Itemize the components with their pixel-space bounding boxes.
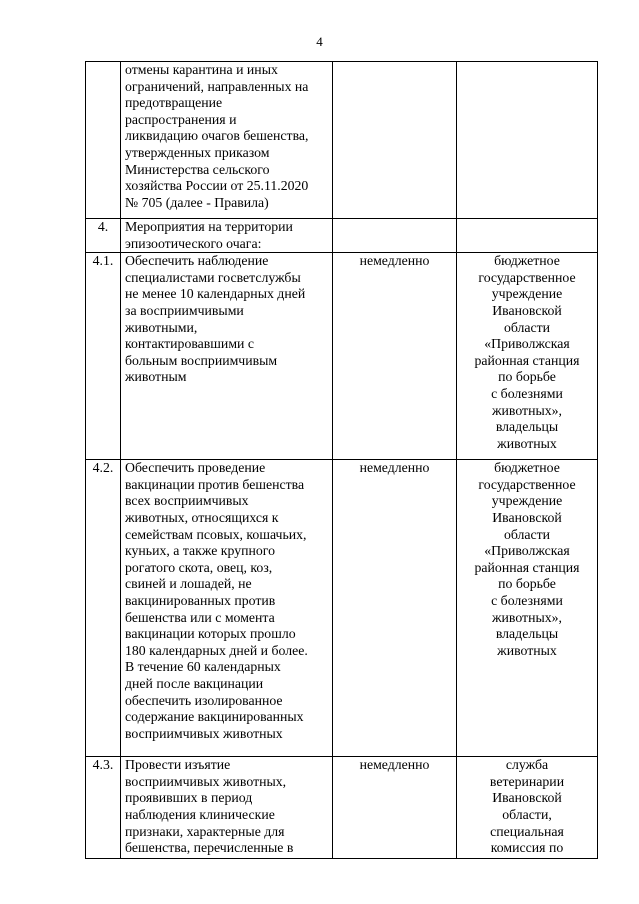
action-cell-line: обеспечить изолированное — [125, 692, 283, 708]
term-cell — [333, 460, 457, 757]
action-cell-line: утвержденных приказом — [125, 144, 270, 160]
responsible-cell-line: с болезнями — [491, 385, 563, 401]
responsible-cell-line: государственное — [478, 269, 576, 285]
responsible-cell-line: с болезнями — [491, 592, 563, 608]
responsible-cell — [457, 460, 598, 757]
table-body — [86, 62, 598, 859]
action-cell-line: хозяйства России от 25.11.2020 — [125, 178, 309, 194]
term-cell — [333, 62, 457, 219]
responsible-cell — [457, 62, 598, 219]
responsible-cell-line: государственное — [478, 476, 576, 492]
action-cell-line: № 705 (далее - Правила) — [125, 194, 269, 210]
action-cell — [121, 460, 333, 757]
responsible-cell-line: «Приволжская — [484, 543, 570, 559]
action-cell-line: Обеспечить проведение — [125, 460, 266, 476]
action-cell-line: ограничений, направленных на — [125, 78, 309, 94]
action-cell-line: не менее 10 календарных дней — [125, 286, 306, 302]
action-cell — [121, 253, 333, 460]
term-cell — [333, 253, 457, 460]
responsible-cell-line: по борьбе — [498, 369, 556, 385]
action-cell-line: В течение 60 календарных — [125, 659, 281, 675]
responsible-cell-line: бюджетное — [494, 253, 560, 269]
item-number-cell — [86, 62, 121, 219]
responsible-cell-line: животных», — [492, 402, 562, 418]
action-cell-line: восприимчивых животных, — [125, 773, 287, 789]
action-cell-line: наблюдения клинические — [125, 806, 275, 822]
table-row — [86, 253, 598, 460]
action-cell-line: Обеспечить наблюдение — [125, 253, 269, 269]
action-cell-line: признаки, характерные для — [125, 823, 285, 839]
responsible-cell-line: животных», — [492, 609, 562, 625]
responsible-cell — [457, 757, 598, 859]
action-cell-line: за восприимчивыми — [125, 302, 244, 318]
action-cell-line: всех восприимчивых — [125, 493, 249, 509]
responsible-cell-line: области — [503, 526, 551, 542]
action-cell-line: ликвидацию очагов бешенства, — [125, 128, 309, 144]
responsible-cell-line: по борьбе — [498, 576, 556, 592]
responsible-cell-line: животных — [497, 642, 557, 658]
table-row — [86, 460, 598, 757]
action-cell-line: контактировавшими с — [125, 336, 255, 352]
item-number-cell: 4.3. — [86, 757, 121, 859]
action-cell — [121, 62, 333, 219]
action-cell-line: свиней и лошадей, не — [125, 576, 252, 592]
action-cell-line: предотвращение — [125, 95, 223, 111]
responsible-cell-line: Ивановской — [492, 302, 562, 318]
action-cell-line: куньих, а также крупного — [125, 543, 275, 559]
responsible-cell-line: владельцы — [495, 626, 559, 642]
responsible-cell-line: районная станция — [474, 352, 580, 368]
action-cell-line: Министерства сельского — [125, 161, 270, 177]
responsible-cell-line: учреждение — [491, 286, 563, 302]
action-cell-line: содержание вакцинированных — [125, 709, 304, 725]
table-row — [86, 219, 598, 253]
responsible-cell-line: специальная — [490, 823, 564, 839]
term-cell — [333, 757, 457, 859]
action-cell — [121, 757, 333, 859]
action-cell-line: отмены карантина и иных — [125, 62, 278, 77]
item-number-cell: 4.2. — [86, 460, 121, 757]
responsible-cell-line: районная станция — [474, 559, 580, 575]
action-cell-line: специалистами госветслужбы — [125, 269, 301, 285]
measures-table — [85, 61, 598, 859]
responsible-cell-line: Ивановской — [492, 509, 562, 525]
action-cell-line: эпизоотического очага: — [125, 235, 262, 251]
action-cell-line: животными, — [125, 319, 198, 335]
responsible-cell-line: бюджетное — [494, 460, 560, 476]
page-number: 4 — [316, 34, 323, 49]
action-cell-line: бешенства, перечисленные в — [125, 840, 294, 856]
responsible-cell-line: учреждение — [491, 493, 563, 509]
action-cell-line: семействам псовых, кошачьих, — [125, 526, 307, 542]
term-cell-line: немедленно — [359, 757, 430, 773]
term-cell-line: немедленно — [359, 460, 430, 476]
action-cell-line: 180 календарных дней и более. — [125, 642, 308, 658]
term-cell — [333, 219, 457, 253]
responsible-cell-line: области, — [502, 806, 552, 822]
responsible-cell-line: области — [503, 319, 551, 335]
responsible-cell — [457, 253, 598, 460]
responsible-cell-line: Ивановской — [492, 790, 562, 806]
responsible-cell-line: служба — [505, 757, 549, 773]
responsible-cell-line: «Приволжская — [484, 336, 570, 352]
action-cell-line: восприимчивых животных — [125, 725, 283, 741]
item-number-cell: 4.1. — [86, 253, 121, 460]
action-cell — [121, 219, 333, 253]
responsible-cell-line: ветеринарии — [489, 773, 565, 789]
action-cell-line: Провести изъятие — [125, 757, 231, 773]
item-number-cell: 4. — [86, 219, 121, 253]
action-cell-line: проявивших в период — [125, 790, 253, 806]
action-cell-line: распространения и — [125, 111, 237, 127]
action-cell-line: животным — [125, 369, 187, 385]
action-cell-line: вакцинации которых прошло — [125, 626, 296, 642]
term-cell-line: немедленно — [359, 253, 430, 269]
action-cell-line: больным восприимчивым — [125, 352, 278, 368]
action-cell-line: рогатого скота, овец, коз, — [125, 559, 273, 575]
responsible-cell — [457, 219, 598, 253]
action-cell-line: Мероприятия на территории — [125, 219, 293, 234]
table-row — [86, 62, 598, 219]
action-cell-line: бешенства или с момента — [125, 609, 275, 625]
responsible-cell-line: животных — [497, 435, 557, 451]
responsible-cell-line: владельцы — [495, 419, 559, 435]
action-cell-line: вакцинированных против — [125, 592, 276, 608]
responsible-cell-line: комиссия по — [490, 840, 564, 856]
action-cell-line: вакцинации против бешенства — [125, 476, 305, 492]
table-row — [86, 757, 598, 859]
action-cell-line: дней после вакцинации — [125, 675, 264, 691]
action-cell-line: животных, относящихся к — [125, 509, 279, 525]
